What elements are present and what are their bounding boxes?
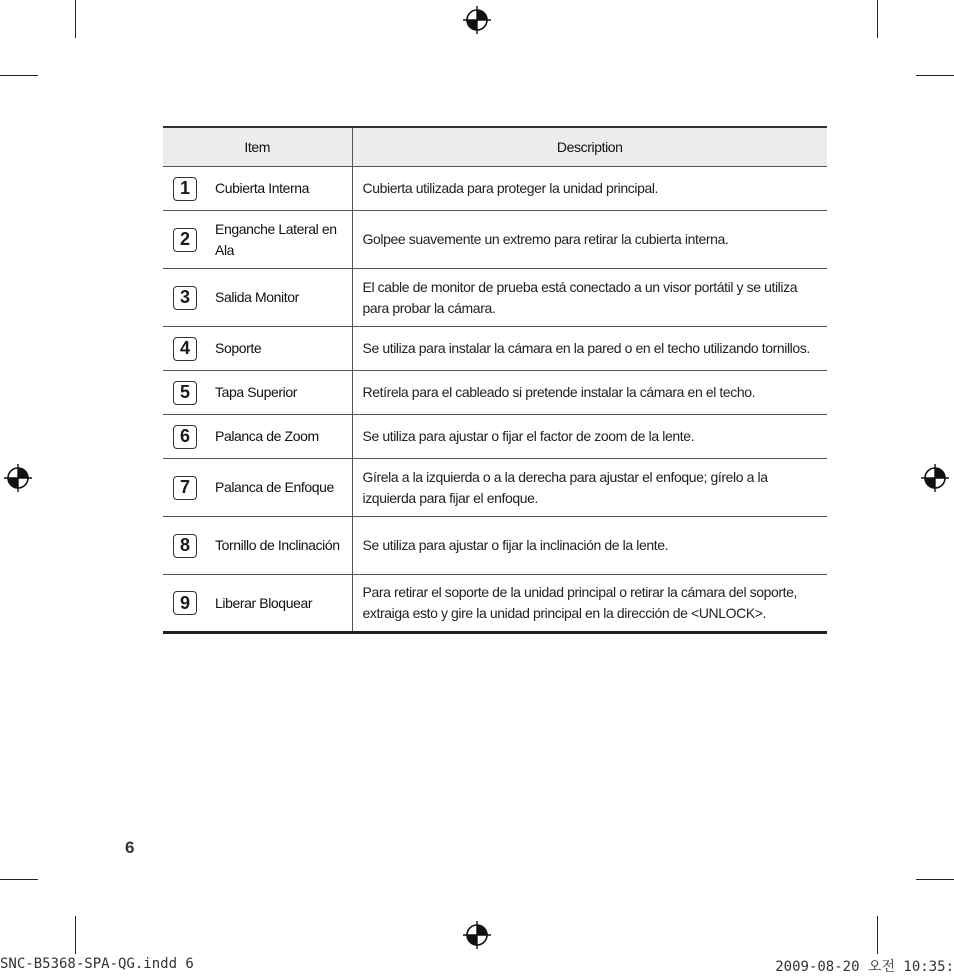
registration-mark-icon xyxy=(3,463,33,493)
item-number-badge: 6 xyxy=(173,425,197,449)
header-description: Description xyxy=(352,127,827,167)
crop-mark xyxy=(877,0,878,38)
table-row xyxy=(163,211,827,269)
description-cell: Se utiliza para instalar la cámara en la pared o en el techo utilizando tornillos. xyxy=(352,327,827,371)
description-cell: Retírela para el cableado si pretende instalar la cámara en el techo. xyxy=(352,371,827,415)
registration-mark-icon xyxy=(920,463,950,493)
item-name: Tapa Superior xyxy=(215,384,297,400)
description-cell: El cable de monitor de prueba está conectado a un visor portátil y se utiliza para probar la cámara. xyxy=(352,269,827,327)
crop-mark xyxy=(0,75,38,76)
footer-file: SNC-B5368-SPA-QG.indd 6 xyxy=(0,956,194,972)
item-number-badge: 2 xyxy=(173,228,197,252)
crop-mark xyxy=(0,879,38,880)
item-number-badge: 1 xyxy=(173,177,197,201)
item-cell xyxy=(163,575,352,633)
description-cell: Golpee suavemente un extremo para retirar la cubierta interna. xyxy=(352,211,827,269)
registration-mark-icon xyxy=(462,920,492,950)
header-item: Item xyxy=(163,127,352,167)
crop-mark xyxy=(75,916,76,954)
table-row xyxy=(163,269,827,327)
item-name: Palanca de Zoom xyxy=(215,428,319,444)
item-number-badge: 9 xyxy=(173,591,197,615)
item-cell xyxy=(163,269,352,327)
item-name: Soporte xyxy=(215,340,262,356)
item-cell xyxy=(163,459,352,517)
description-cell: Se utiliza para ajustar o fijar la inclinación de la lente. xyxy=(352,517,827,575)
crop-mark xyxy=(916,879,954,880)
table-row xyxy=(163,517,827,575)
table-header-row xyxy=(163,127,827,167)
crop-mark xyxy=(877,916,878,954)
table-row xyxy=(163,167,827,211)
description-cell: Se utiliza para ajustar o fijar el factor de zoom de la lente. xyxy=(352,415,827,459)
table-row xyxy=(163,327,827,371)
description-cell: Gírela a la izquierda o a la derecha para ajustar el enfoque; gírelo a la izquierda para fijar el enfoque. xyxy=(352,459,827,517)
crop-mark xyxy=(75,0,76,38)
item-number-badge: 3 xyxy=(173,286,197,310)
item-cell xyxy=(163,415,352,459)
item-number-badge: 5 xyxy=(173,381,197,405)
item-name: Cubierta Interna xyxy=(215,180,309,196)
item-name: Palanca de Enfoque xyxy=(215,479,334,495)
item-number-badge: 8 xyxy=(173,534,197,558)
table-row xyxy=(163,575,827,633)
crop-mark xyxy=(916,75,954,76)
description-cell: Para retirar el soporte de la unidad principal o retirar la cámara del soporte, extraiga esto y gire la unidad principal en la dirección de <UNLOCK>. xyxy=(352,575,827,633)
page-number: 6 xyxy=(125,838,135,857)
item-cell xyxy=(163,517,352,575)
item-number-badge: 7 xyxy=(173,476,197,500)
item-name: Salida Monitor xyxy=(215,289,299,305)
registration-mark-icon xyxy=(462,5,492,35)
parts-table xyxy=(163,126,827,634)
item-number-badge: 4 xyxy=(173,337,197,361)
item-cell xyxy=(163,371,352,415)
item-name: Tornillo de Inclinación xyxy=(215,537,340,553)
table-row xyxy=(163,371,827,415)
footer-timestamp: 2009-08-20 오전 10:35: xyxy=(775,959,954,975)
item-name: Enganche Lateral en Ala xyxy=(215,220,337,258)
item-name: Liberar Bloquear xyxy=(215,594,313,611)
item-cell xyxy=(163,211,352,269)
table-row xyxy=(163,415,827,459)
item-cell xyxy=(163,167,352,211)
description-cell: Cubierta utilizada para proteger la unidad principal. xyxy=(352,167,827,211)
item-cell xyxy=(163,327,352,371)
table-row xyxy=(163,459,827,517)
